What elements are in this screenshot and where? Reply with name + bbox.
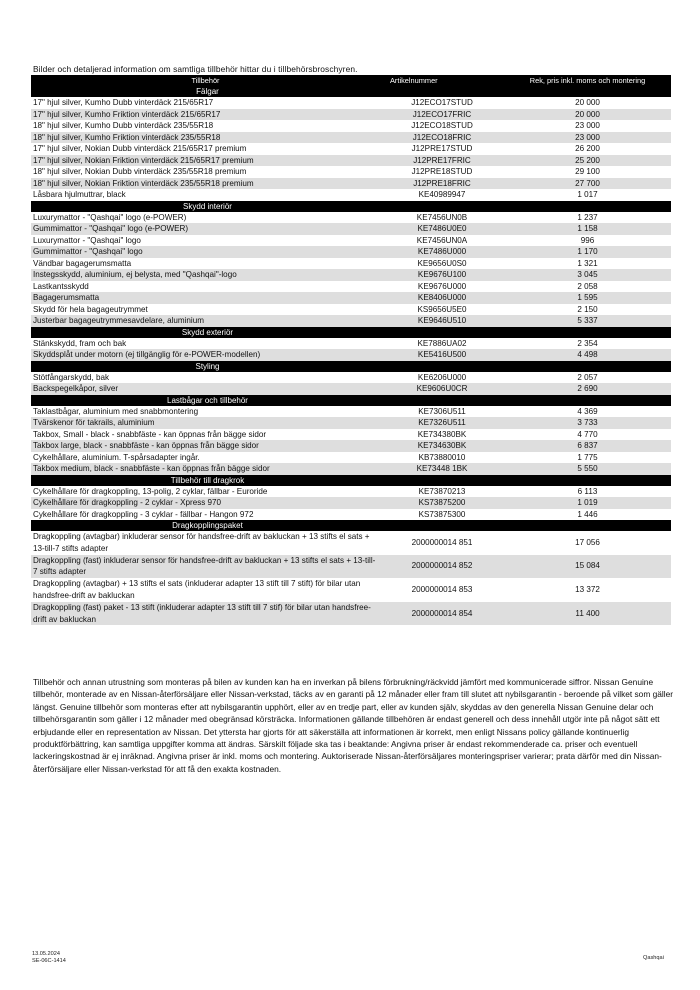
table-row [31, 463, 671, 475]
section-title: Skydd interiör [183, 201, 232, 211]
section-title: Tillbehör till dragkrok [170, 475, 245, 485]
item-name: Cykelhållare för dragkoppling, 13-polig, 2 cyklar, fällbar - Euroride [31, 486, 380, 498]
item-code: J12PRE18FRIC [380, 178, 504, 190]
section-header [31, 475, 671, 486]
item-name: Dragkoppling (fast) inkluderar sensor för handsfree-drift av bakluckan + 13 stifts el sats + 13-till-7 stifts adapter [31, 555, 380, 579]
table-row [31, 497, 671, 509]
item-code: KE734630BK [380, 440, 504, 452]
table-row [31, 578, 671, 602]
item-price: 13 372 [504, 578, 671, 602]
table-row [31, 338, 671, 350]
item-price: 2 058 [504, 281, 671, 293]
item-name: 17" hjul silver, Kumho Friktion vinterdäck 215/65R17 [31, 109, 380, 121]
table-row [31, 109, 671, 121]
item-price: 2 690 [504, 383, 671, 395]
item-name: Dragkoppling (avtagbar) inkluderar sensor för handsfree-drift av bakluckan + 13 stifts el sats + 13-till-7 stifts adapter [31, 531, 380, 555]
table-row [31, 258, 671, 270]
table-row [31, 452, 671, 464]
section-title: Dragkopplingspaket [172, 521, 243, 530]
item-code: J12ECO17FRIC [380, 109, 504, 121]
item-code: KE734380BK [417, 429, 467, 439]
item-code: KE7486U0E0 [380, 223, 504, 235]
footer-model: Qashqai [643, 955, 664, 961]
item-price: 20 000 [504, 97, 671, 109]
table-row [31, 555, 671, 579]
item-code: J12ECO18STUD [380, 120, 504, 132]
item-name: 18" hjul silver, Kumho Dubb vinterdäck 235/55R18 [31, 120, 380, 132]
table-row [31, 531, 671, 555]
table-row [31, 349, 671, 361]
table-row [31, 440, 671, 452]
item-code: KB73880010 [418, 452, 466, 462]
item-price: 1 017 [504, 189, 671, 201]
item-name: Dragkoppling (fast) paket - 13 stift (inkluderar adapter 13 stift till 7 stif) för bilar utan handsfree-drift av bakluckan [31, 602, 380, 626]
item-name: 17" hjul silver, Kumho Dubb vinterdäck 215/65R17 [31, 97, 380, 109]
section-header [31, 520, 671, 531]
item-code: KE7456UN0B [380, 212, 504, 224]
item-price: 2 354 [577, 338, 598, 348]
item-code: KE9676U000 [380, 281, 504, 293]
table-row [31, 235, 671, 247]
footer-doc-code: SE-06C-1414 [32, 958, 66, 964]
item-name: Gummimattor - "Qashqai" logo (e-POWER) [31, 223, 380, 235]
section-header [31, 327, 671, 338]
item-name: Tvärskenor för takrails, aluminium [31, 417, 380, 429]
item-code: J12ECO17STUD [380, 97, 504, 109]
table-row [31, 246, 671, 258]
table-row [31, 486, 671, 498]
item-name: 18" hjul silver, Kumho Friktion vinterdäck 235/55R18 [31, 132, 380, 144]
disclaimer-text: Tillbehör och annan utrustning som monteras på bilen av kunden kan ha en inverkan på bilens förbrukning/räckvidd jämfört med kommunicerade siffror. Nissan Genuine tillbehör, monterade av en Nissan-återförsäljare eller Nissan-verkstad, täcks av en garanti på 12 månader eller fram till slutet att nybilsgarantin - beroende på vilket som gäller längst. Genuine tillbehör som monteras efter att nybilsgarantin upphört, eller av en tredje part, eller av kunden själv, skyddas av den generella Nissan Genuine delar och tillbehörsgarantin som gäller i 12 månader med obegränsad körsträcka. Informationen gällande tillbehören är endast generell och dess innehåll utgör inte på något sätt ett erbjudande eller en representation av Nissan. Det yttersta har gjorts för att säkerställa att informationen är korrekt, men enligt Nissans policy gällande kontinuerlig produktförbättring, kan samtliga uppgifter komma att ändras. Särskilt följade ska tas i beaktande: Angivna priser är endast rekommenderade ca. priser och eventuell lackeringskostnad är ej inräknad. Angivna priser är inkl. moms och montering. Auktoriserade Nissan-återförsäljares monteringspriser varierar; prata därför med din Nissan-återförsäljare eller Nissan-verkstad för att få den exakta kostnaden. [33, 677, 673, 774]
item-price: 26 200 [504, 143, 671, 155]
table-row [31, 429, 671, 441]
item-price: 4 770 [577, 429, 598, 439]
item-name: 18" hjul silver, Nokian Friktion vinterdäck 235/55R18 premium [31, 178, 380, 190]
item-price: 4 369 [577, 406, 598, 416]
item-code: KS73875300 [380, 509, 504, 521]
section-header [31, 86, 671, 97]
item-name: Vändbar bagagerumsmatta [31, 258, 380, 270]
item-price: 1 170 [504, 246, 671, 258]
table-row [31, 269, 671, 281]
table-row [31, 292, 671, 304]
table-row [31, 281, 671, 293]
item-code: KE9606U0CR [380, 383, 504, 395]
item-name: Bagagerumsmatta [31, 292, 380, 304]
item-code: KE6206U000 [380, 372, 504, 384]
item-code: 2000000014 853 [380, 578, 504, 602]
column-header-price: Rek, pris inkl. moms och montering [504, 75, 671, 86]
item-code: J12PRE17FRIC [380, 155, 504, 167]
table-row [31, 406, 671, 418]
item-code: KE8406U000 [380, 292, 504, 304]
item-code: 2000000014 854 [380, 602, 504, 626]
item-name: Skyddsplåt under motorn (ej tillgänglig för e-POWER-modellen) [31, 349, 380, 361]
item-price: 25 200 [504, 155, 671, 167]
table-row [31, 315, 671, 327]
item-name: Backspegelkåpor, silver [31, 383, 380, 395]
footer-date: 13.05.2024 [32, 951, 60, 957]
item-price: 5 337 [504, 315, 671, 327]
item-price: 2 150 [504, 304, 671, 316]
table-row [31, 212, 671, 224]
item-price: 1 595 [504, 292, 671, 304]
section-header [31, 201, 671, 212]
item-code: KS73875200 [380, 497, 504, 509]
item-price: 2 057 [504, 372, 671, 384]
item-price: 1 019 [504, 497, 671, 509]
item-price: 11 400 [504, 602, 671, 626]
item-name: Stänkskydd, fram och bak [33, 338, 127, 348]
section-title: Fälgar [196, 87, 219, 96]
item-code: KE73448 1BK [380, 463, 504, 475]
table-row [31, 189, 671, 201]
item-price: 3 045 [504, 269, 671, 281]
item-name: Skydd för hela bagageutrymmet [31, 304, 380, 316]
item-name: 17" hjul silver, Nokian Friktion vinterdäck 215/65R17 premium [31, 155, 380, 167]
table-row [31, 223, 671, 235]
item-price: 4 498 [504, 349, 671, 361]
item-name: Takbox medium, black - snabbfäste - kan öppnas från bägge sidor [31, 463, 380, 475]
item-name: Justerbar bagageutrymmesavdelare, aluminium [31, 315, 380, 327]
table-row [31, 178, 671, 190]
section-header [31, 395, 671, 406]
table-row [31, 143, 671, 155]
section-header [31, 361, 671, 372]
item-name: Stötfångarskydd, bak [31, 372, 380, 384]
table-row [31, 383, 671, 395]
item-price: 6 113 [504, 486, 671, 498]
item-code: KE5416U500 [380, 349, 504, 361]
item-code: KE7306U511 [418, 406, 466, 416]
item-code: 2000000014 851 [380, 531, 504, 555]
table-row [31, 97, 671, 109]
item-code: KE73870213 [380, 486, 504, 498]
item-code: KE40989947 [380, 189, 504, 201]
item-name: Taklastbågar, aluminium med snabbmontering [33, 406, 199, 416]
item-name: Cykelhållare, aluminium. T-spårsadapter ingår. [33, 452, 200, 462]
item-code: KS9656U5E0 [380, 304, 504, 316]
item-name: Cykelhållare för dragkoppling - 3 cyklar - fällbar - Hangon 972 [31, 509, 380, 521]
item-name: Gummimattor - "Qashqai" logo [31, 246, 380, 258]
table-row [31, 155, 671, 167]
item-code: 2000000014 852 [380, 555, 504, 579]
item-code: KE9676U100 [380, 269, 504, 281]
item-price: 17 056 [504, 531, 671, 555]
item-name: Takbox, Small - black - snabbfäste - kan öppnas från bägge sidor [33, 429, 267, 439]
section-title: Styling [195, 361, 220, 371]
item-price: 15 084 [504, 555, 671, 579]
item-price: 1 237 [504, 212, 671, 224]
item-code: J12PRE17STUD [380, 143, 504, 155]
accessories-table [31, 75, 671, 625]
table-row [31, 132, 671, 144]
item-name: Låsbara hjulmuttrar, black [31, 189, 380, 201]
table-row [31, 417, 671, 429]
item-price: 23 000 [504, 120, 671, 132]
item-price: 23 000 [504, 132, 671, 144]
item-code: KE9646U510 [380, 315, 504, 327]
item-name: 17" hjul silver, Nokian Dubb vinterdäck 215/65R17 premium [31, 143, 380, 155]
section-title: Skydd exteriör [181, 327, 234, 337]
item-name: 18" hjul silver, Nokian Dubb vinterdäck 235/55R18 premium [31, 166, 380, 178]
table-row [31, 509, 671, 521]
table-row [31, 602, 671, 626]
item-code: KE9656U0S0 [380, 258, 504, 270]
item-code: KE7326U511 [380, 417, 504, 429]
item-price: 27 700 [504, 178, 671, 190]
item-price: 1 158 [504, 223, 671, 235]
item-price: 5 550 [504, 463, 671, 475]
table-row [31, 120, 671, 132]
intro-text: Bilder och detaljerad information om samtliga tillbehör hittar du i tillbehörsbroschyren. [33, 64, 358, 74]
item-name: Lastkantsskydd [31, 281, 380, 293]
item-price: 1 446 [504, 509, 671, 521]
item-code: KE7456UN0A [380, 235, 504, 247]
item-name: Instegsskydd, aluminium, ej belysta, med "Qashqai"-logo [31, 269, 380, 281]
item-name: Luxurymattor - "Qashqai" logo [31, 235, 380, 247]
item-price: 996 [504, 235, 671, 247]
item-price: 29 100 [504, 166, 671, 178]
item-code: KE7886UA02 [417, 338, 467, 348]
item-code: J12PRE18STUD [380, 166, 504, 178]
table-row [31, 372, 671, 384]
item-price: 20 000 [504, 109, 671, 121]
column-header-item: Tillbehör [31, 75, 380, 86]
item-name: Cykelhållare för dragkoppling - 2 cyklar - Xpress 970 [31, 497, 380, 509]
section-title: Lastbågar och tillbehör [167, 395, 248, 405]
table-header [31, 75, 671, 86]
item-price: 1 775 [577, 452, 598, 462]
item-price: 1 321 [504, 258, 671, 270]
column-header-code: Artikelnummer [380, 75, 504, 86]
item-name: Luxurymattor - "Qashqai" logo (e-POWER) [31, 212, 380, 224]
table-row [31, 166, 671, 178]
item-price: 3 733 [504, 417, 671, 429]
item-code: KE7486U000 [380, 246, 504, 258]
item-code: J12ECO18FRIC [380, 132, 504, 144]
table-row [31, 304, 671, 316]
item-name: Takbox large, black - snabbfäste - kan öppnas från bägge sidor [31, 440, 380, 452]
item-price: 6 837 [504, 440, 671, 452]
item-name: Dragkoppling (avtagbar) + 13 stifts el sats (inkluderar adapter 13 stift till 7 stift) för bilar utan handsfree-drift av bakluckan [31, 578, 380, 602]
